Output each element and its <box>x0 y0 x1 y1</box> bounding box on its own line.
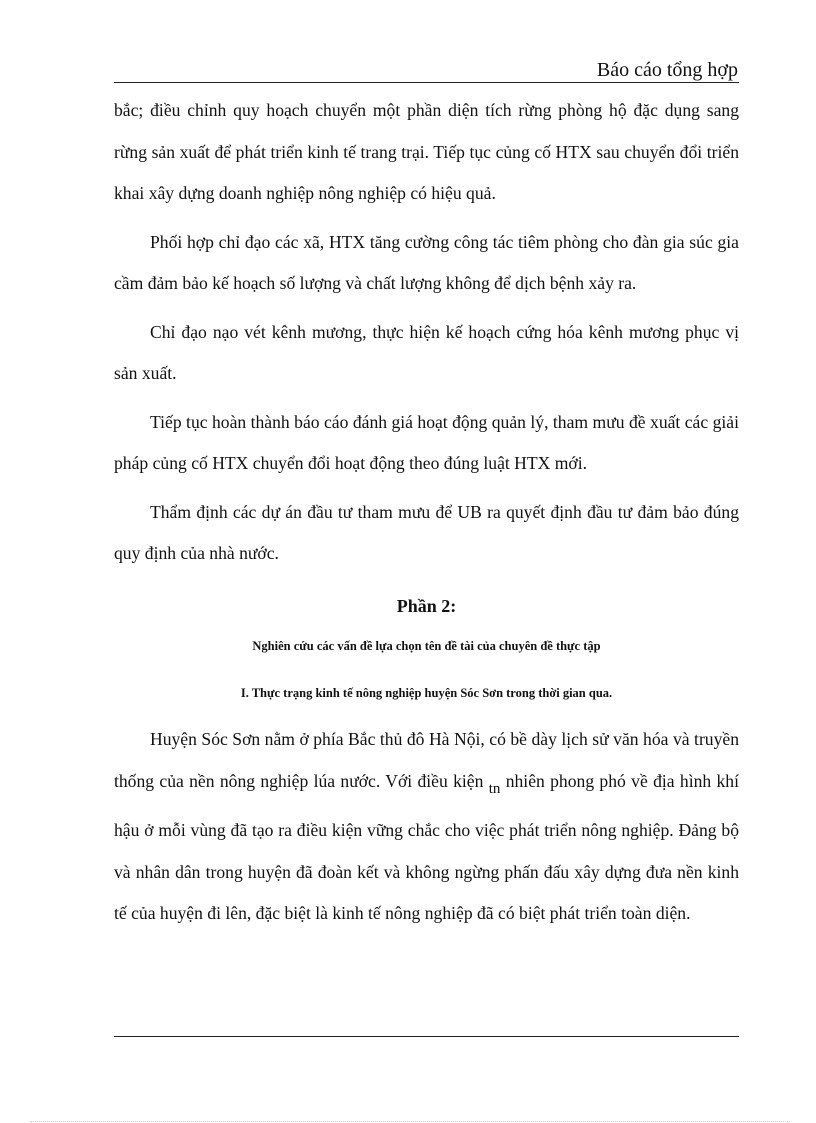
paragraph-continuation: bắc; điều chỉnh quy hoạch chuyển một phần diện tích rừng phòng hộ đặc dụng sang rừng sản xuất để phát triển kinh tế trang trại. Tiếp tục củng cố HTX sau chuyển đổi triển khai xây dựng doanh nghiệp nông nghiệp có hiệu quả. <box>114 100 739 203</box>
paragraph-soc-son-part1: Huyện Sóc Sơn nằm ở phía Bắc thủ đô Hà Nội, có bề dày lịch sử văn hóa và truyền thống của nền nông nghiệp lúa nước. Với điều kiện <box>114 729 739 791</box>
paragraph-soc-son <box>114 719 739 935</box>
paragraph-vaccination: Phối hợp chỉ đạo các xã, HTX tăng cường công tác tiêm phòng cho đàn gia súc gia cầm đảm bảo kế hoạch số lượng và chất lượng không để dịch bệnh xảy ra. <box>114 231 739 293</box>
subscript-tn: tn <box>488 780 501 797</box>
footer-rule <box>114 1036 739 1037</box>
paragraph-canals: Chỉ đạo nạo vét kênh mương, thực hiện kế hoạch cứng hóa kênh mương phục vị sản xuất. <box>114 321 739 383</box>
body-text-bottom <box>114 719 739 935</box>
part-heading: Phần 2: <box>396 596 457 616</box>
paragraph-cooperatives: Tiếp tục hoàn thành báo cáo đánh giá hoạt động quản lý, tham mưu đề xuất các giải pháp củng cố HTX chuyển đổi hoạt động theo đúng luật HTX mới. <box>114 411 739 473</box>
paragraph-soc-son-part2: nhiên phong phó về địa hình khí hậu ở mỗi vùng đã tạo ra điều kiện vững chắc cho việc phát triển nông nghiệp. Đảng bộ và nhân dân trong huyện đã đoàn kết và không ngừng phấn đấu xây dựng đưa nền kinh tế của huyện đi lên, đặc biệt là kinh tế nông nghiệp đã có biệt phát triển toàn diện. <box>114 770 739 923</box>
section-heading: I. Thực trạng kinh tế nông nghiệp huyện Sóc Sơn trong thời gian qua. <box>240 686 613 700</box>
page-bottom-edge <box>30 1121 790 1122</box>
page-header-title: Báo cáo tổng hợp <box>596 59 738 81</box>
header-rule <box>114 82 739 83</box>
paragraph-investment: Thẩm định các dự án đầu tư tham mưu để UB ra quyết định đầu tư đảm bảo đúng quy định của nhà nước. <box>114 501 739 563</box>
body-text-top <box>114 90 739 575</box>
part-subtitle: Nghiên cứu các vấn đề lựa chọn tên đề tài của chuyên đề thực tập <box>252 639 601 653</box>
